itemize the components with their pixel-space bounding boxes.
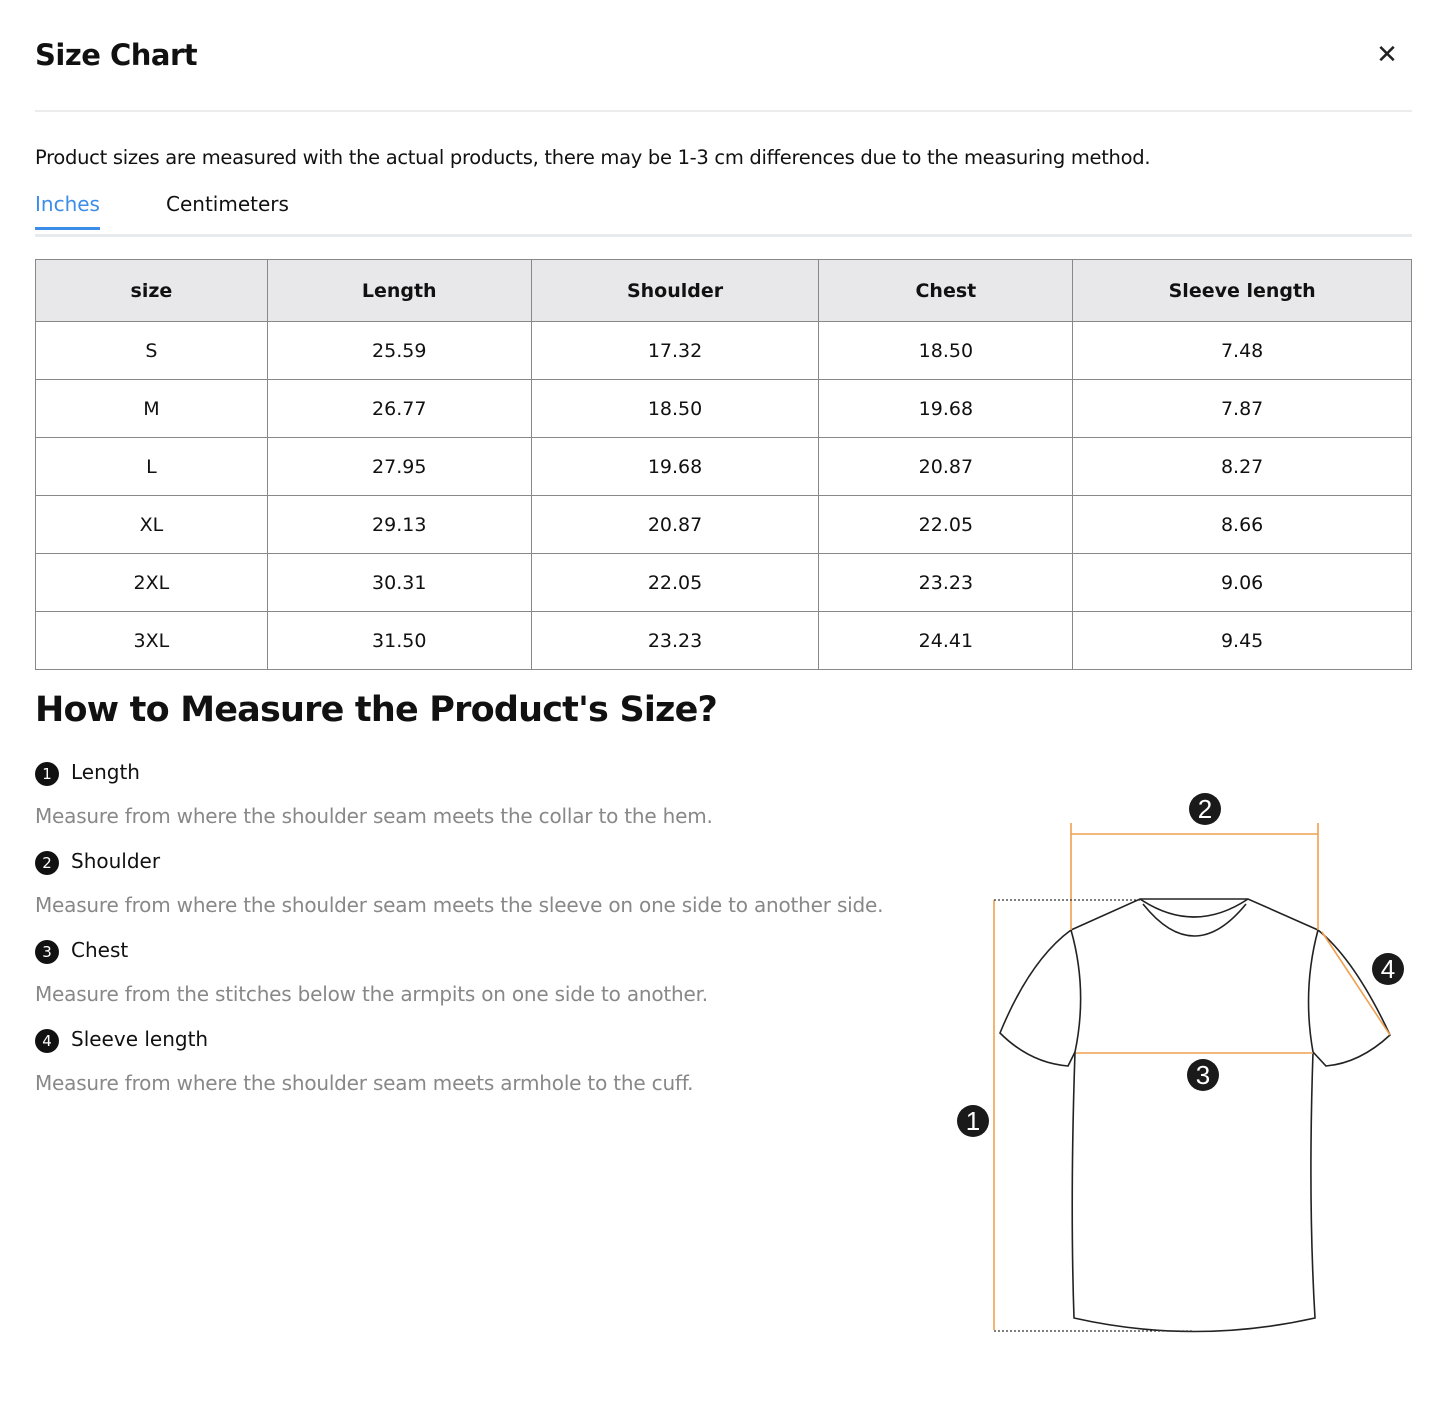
close-icon[interactable]: ✕ — [1376, 40, 1398, 70]
measure-label: Chest — [71, 938, 129, 962]
modal-title: Size Chart — [35, 38, 198, 72]
table-cell: 29.13 — [267, 496, 531, 554]
column-header: Sleeve length — [1073, 260, 1412, 322]
howto-title: How to Measure the Product's Size? — [35, 690, 718, 730]
table-cell: M — [36, 380, 268, 438]
table-cell: 19.68 — [531, 438, 819, 496]
table-cell: 20.87 — [531, 496, 819, 554]
table-cell: 31.50 — [267, 612, 531, 670]
tab-centimeters[interactable]: Centimeters — [166, 192, 289, 216]
marker-1 — [957, 1105, 989, 1137]
table-cell: S — [36, 322, 268, 380]
table-cell: 30.31 — [267, 554, 531, 612]
measure-description: Measure from where the shoulder seam meets the collar to the hem. — [35, 804, 713, 828]
tab-inches[interactable]: Inches — [35, 192, 100, 230]
table-cell: 24.41 — [819, 612, 1073, 670]
measure-description: Measure from where the shoulder seam meets armhole to the cuff. — [35, 1071, 694, 1095]
marker-2 — [1189, 793, 1221, 825]
tshirt-outline — [1000, 899, 1390, 1332]
column-header: Shoulder — [531, 260, 819, 322]
table-cell: 2XL — [36, 554, 268, 612]
table-cell: 8.66 — [1073, 496, 1412, 554]
table-cell: XL — [36, 496, 268, 554]
table-cell: 17.32 — [531, 322, 819, 380]
table-cell: 18.50 — [819, 322, 1073, 380]
number-badge-icon: 1 — [35, 762, 59, 786]
number-badge-icon: 3 — [35, 940, 59, 964]
svg-text:3: 3 — [1195, 1060, 1211, 1090]
table-cell: 23.23 — [531, 612, 819, 670]
table-cell: 26.77 — [267, 380, 531, 438]
marker-4 — [1372, 953, 1404, 985]
table-cell: 8.27 — [1073, 438, 1412, 496]
table-cell: 25.59 — [267, 322, 531, 380]
measure-label: Length — [71, 760, 140, 784]
table-cell: L — [36, 438, 268, 496]
svg-text:2: 2 — [1197, 794, 1213, 824]
table-cell: 19.68 — [819, 380, 1073, 438]
measure-description: Measure from where the shoulder seam meets the sleeve on one side to another side. — [35, 893, 884, 917]
table-cell: 9.45 — [1073, 612, 1412, 670]
measure-label: Sleeve length — [71, 1027, 209, 1051]
table-cell: 22.05 — [531, 554, 819, 612]
measurement-note: Product sizes are measured with the actual products, there may be 1-3 cm differences due to the measuring method. — [35, 146, 1151, 169]
number-badge-icon: 4 — [35, 1029, 59, 1053]
marker-3 — [1187, 1059, 1219, 1091]
svg-text:1: 1 — [965, 1106, 981, 1136]
length-guides — [994, 900, 1194, 1331]
column-header: Chest — [819, 260, 1073, 322]
svg-text:4: 4 — [1380, 954, 1396, 984]
table-cell: 3XL — [36, 612, 268, 670]
table-cell: 7.87 — [1073, 380, 1412, 438]
table-cell: 9.06 — [1073, 554, 1412, 612]
table-cell: 22.05 — [819, 496, 1073, 554]
table-cell: 20.87 — [819, 438, 1073, 496]
number-badge-icon: 2 — [35, 851, 59, 875]
table-cell: 18.50 — [531, 380, 819, 438]
column-header: Length — [267, 260, 531, 322]
measure-label: Shoulder — [71, 849, 161, 873]
column-header: size — [36, 260, 268, 322]
table-cell: 27.95 — [267, 438, 531, 496]
table-cell: 7.48 — [1073, 322, 1412, 380]
table-cell: 23.23 — [819, 554, 1073, 612]
measure-description: Measure from the stitches below the armpits on one side to another. — [35, 982, 708, 1006]
